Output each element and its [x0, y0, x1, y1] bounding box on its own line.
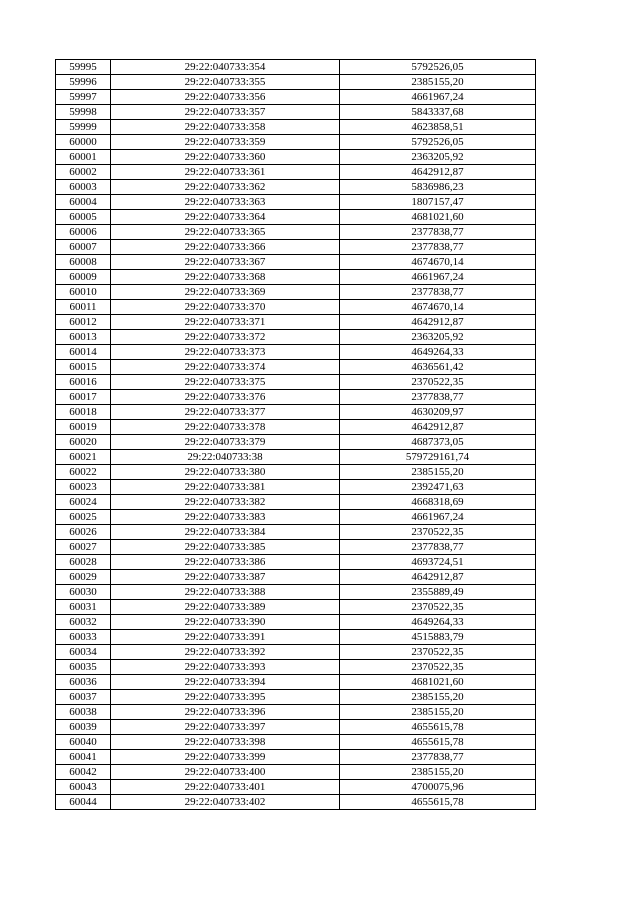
cadastral-value-cell: 5792526,05: [340, 60, 536, 75]
cadastral-value-cell: 4515883,79: [340, 630, 536, 645]
table-row: [56, 465, 536, 480]
row-number-cell: 60013: [56, 330, 111, 345]
cadastral-value-cell: 2370522,35: [340, 600, 536, 615]
cadastral-value-cell: 4681021,60: [340, 210, 536, 225]
row-number-cell: 60035: [56, 660, 111, 675]
row-number-cell: 60031: [56, 600, 111, 615]
cadastral-value-cell: 2355889,49: [340, 585, 536, 600]
table-row: [56, 240, 536, 255]
cadastral-number-cell: 29:22:040733:385: [111, 540, 340, 555]
cadastral-number-cell: 29:22:040733:400: [111, 765, 340, 780]
cadastral-value-cell: 579729161,74: [340, 450, 536, 465]
table-body: [56, 60, 536, 810]
cadastral-number-cell: 29:22:040733:38: [111, 450, 340, 465]
table-row: [56, 720, 536, 735]
table-row: [56, 300, 536, 315]
cadastral-value-cell: 4668318,69: [340, 495, 536, 510]
table-row: [56, 585, 536, 600]
cadastral-number-cell: 29:22:040733:357: [111, 105, 340, 120]
cadastral-value-cell: 4693724,51: [340, 555, 536, 570]
row-number-cell: 60009: [56, 270, 111, 285]
cadastral-value-cell: 4642912,87: [340, 570, 536, 585]
cadastral-number-cell: 29:22:040733:366: [111, 240, 340, 255]
row-number-cell: 59996: [56, 75, 111, 90]
row-number-cell: 60016: [56, 375, 111, 390]
cadastral-value-cell: 4649264,33: [340, 615, 536, 630]
row-number-cell: 60037: [56, 690, 111, 705]
table-row: [56, 330, 536, 345]
cadastral-number-cell: 29:22:040733:383: [111, 510, 340, 525]
row-number-cell: 60014: [56, 345, 111, 360]
cadastral-number-cell: 29:22:040733:358: [111, 120, 340, 135]
cadastral-number-cell: 29:22:040733:386: [111, 555, 340, 570]
row-number-cell: 60019: [56, 420, 111, 435]
row-number-cell: 60010: [56, 285, 111, 300]
row-number-cell: 60029: [56, 570, 111, 585]
cadastral-value-cell: 4661967,24: [340, 90, 536, 105]
cadastral-value-cell: 4687373,05: [340, 435, 536, 450]
row-number-cell: 60041: [56, 750, 111, 765]
row-number-cell: 60001: [56, 150, 111, 165]
cadastral-number-cell: 29:22:040733:378: [111, 420, 340, 435]
row-number-cell: 60003: [56, 180, 111, 195]
cadastral-number-cell: 29:22:040733:395: [111, 690, 340, 705]
cadastral-number-cell: 29:22:040733:377: [111, 405, 340, 420]
row-number-cell: 60023: [56, 480, 111, 495]
cadastral-number-cell: 29:22:040733:380: [111, 465, 340, 480]
row-number-cell: 60040: [56, 735, 111, 750]
cadastral-number-cell: 29:22:040733:365: [111, 225, 340, 240]
cadastral-value-cell: 2370522,35: [340, 645, 536, 660]
table-row: [56, 375, 536, 390]
table-row: [56, 645, 536, 660]
cadastral-value-cell: 2377838,77: [340, 750, 536, 765]
table-row: [56, 60, 536, 75]
cadastral-value-cell: 4655615,78: [340, 735, 536, 750]
row-number-cell: 60036: [56, 675, 111, 690]
cadastral-value-cell: 2370522,35: [340, 525, 536, 540]
cadastral-value-cell: 2363205,92: [340, 150, 536, 165]
table-row: [56, 75, 536, 90]
cadastral-number-cell: 29:22:040733:384: [111, 525, 340, 540]
cadastral-value-cell: 4642912,87: [340, 420, 536, 435]
row-number-cell: 60000: [56, 135, 111, 150]
table-row: [56, 495, 536, 510]
table-row: [56, 270, 536, 285]
table-row: [56, 345, 536, 360]
row-number-cell: 60006: [56, 225, 111, 240]
cadastral-value-cell: 4655615,78: [340, 795, 536, 810]
cadastral-number-cell: 29:22:040733:355: [111, 75, 340, 90]
table-row: [56, 120, 536, 135]
row-number-cell: 60033: [56, 630, 111, 645]
cadastral-number-cell: 29:22:040733:401: [111, 780, 340, 795]
cadastral-number-cell: 29:22:040733:370: [111, 300, 340, 315]
row-number-cell: 60018: [56, 405, 111, 420]
table-row: [56, 660, 536, 675]
table-row: [56, 450, 536, 465]
cadastral-number-cell: 29:22:040733:398: [111, 735, 340, 750]
row-number-cell: 60027: [56, 540, 111, 555]
table-row: [56, 90, 536, 105]
cadastral-number-cell: 29:22:040733:363: [111, 195, 340, 210]
row-number-cell: 60005: [56, 210, 111, 225]
cadastral-number-cell: 29:22:040733:381: [111, 480, 340, 495]
row-number-cell: 60004: [56, 195, 111, 210]
row-number-cell: 60024: [56, 495, 111, 510]
cadastral-value-cell: 4642912,87: [340, 165, 536, 180]
row-number-cell: 60032: [56, 615, 111, 630]
row-number-cell: 60028: [56, 555, 111, 570]
cadastral-number-cell: 29:22:040733:391: [111, 630, 340, 645]
row-number-cell: 60026: [56, 525, 111, 540]
table-row: [56, 480, 536, 495]
table-row: [56, 360, 536, 375]
table-row: [56, 525, 536, 540]
cadastral-value-cell: 2377838,77: [340, 225, 536, 240]
cadastral-value-cell: 2377838,77: [340, 240, 536, 255]
cadastral-value-cell: 2377838,77: [340, 285, 536, 300]
table-row: [56, 195, 536, 210]
cadastral-value-cell: 2392471,63: [340, 480, 536, 495]
table-row: [56, 165, 536, 180]
cadastral-value-cell: 4636561,42: [340, 360, 536, 375]
row-number-cell: 59998: [56, 105, 111, 120]
table-row: [56, 540, 536, 555]
row-number-cell: 60044: [56, 795, 111, 810]
row-number-cell: 60039: [56, 720, 111, 735]
table-row: [56, 315, 536, 330]
row-number-cell: 60025: [56, 510, 111, 525]
cadastral-value-cell: 4674670,14: [340, 255, 536, 270]
cadastral-number-cell: 29:22:040733:387: [111, 570, 340, 585]
table-row: [56, 675, 536, 690]
row-number-cell: 60030: [56, 585, 111, 600]
table-row: [56, 135, 536, 150]
cadastral-number-cell: 29:22:040733:354: [111, 60, 340, 75]
cadastral-value-cell: 2385155,20: [340, 465, 536, 480]
cadastral-number-cell: 29:22:040733:392: [111, 645, 340, 660]
cadastral-number-cell: 29:22:040733:372: [111, 330, 340, 345]
cadastral-value-cell: 4681021,60: [340, 675, 536, 690]
table-row: [56, 780, 536, 795]
cadastral-value-cell: 2363205,92: [340, 330, 536, 345]
cadastral-value-cell: 4623858,51: [340, 120, 536, 135]
row-number-cell: 60034: [56, 645, 111, 660]
cadastral-value-cell: 2385155,20: [340, 765, 536, 780]
cadastral-value-cell: 4630209,97: [340, 405, 536, 420]
cadastral-number-cell: 29:22:040733:382: [111, 495, 340, 510]
cadastral-number-cell: 29:22:040733:360: [111, 150, 340, 165]
table-row: [56, 630, 536, 645]
cadastral-value-cell: 2377838,77: [340, 540, 536, 555]
row-number-cell: 60008: [56, 255, 111, 270]
cadastral-number-cell: 29:22:040733:376: [111, 390, 340, 405]
table-row: [56, 180, 536, 195]
table-row: [56, 690, 536, 705]
cadastral-number-cell: 29:22:040733:368: [111, 270, 340, 285]
table-row: [56, 570, 536, 585]
cadastral-value-cell: 4674670,14: [340, 300, 536, 315]
cadastral-value-cell: 2370522,35: [340, 660, 536, 675]
table-row: [56, 210, 536, 225]
cadastral-number-cell: 29:22:040733:374: [111, 360, 340, 375]
table-row: [56, 150, 536, 165]
cadastral-number-cell: 29:22:040733:390: [111, 615, 340, 630]
cadastral-value-cell: 5836986,23: [340, 180, 536, 195]
table-row: [56, 705, 536, 720]
cadastral-number-cell: 29:22:040733:373: [111, 345, 340, 360]
row-number-cell: 59999: [56, 120, 111, 135]
cadastral-number-cell: 29:22:040733:369: [111, 285, 340, 300]
row-number-cell: 60021: [56, 450, 111, 465]
table-row: [56, 735, 536, 750]
cadastral-number-cell: 29:22:040733:375: [111, 375, 340, 390]
cadastral-value-cell: 2370522,35: [340, 375, 536, 390]
cadastral-value-cell: 4642912,87: [340, 315, 536, 330]
cadastral-number-cell: 29:22:040733:389: [111, 600, 340, 615]
row-number-cell: 59997: [56, 90, 111, 105]
cadastral-value-cell: 4661967,24: [340, 510, 536, 525]
row-number-cell: 60002: [56, 165, 111, 180]
row-number-cell: 60038: [56, 705, 111, 720]
row-number-cell: 60015: [56, 360, 111, 375]
row-number-cell: 60043: [56, 780, 111, 795]
cadastral-number-cell: 29:22:040733:399: [111, 750, 340, 765]
cadastral-value-table: [55, 59, 536, 810]
row-number-cell: 60020: [56, 435, 111, 450]
cadastral-value-cell: 5843337,68: [340, 105, 536, 120]
row-number-cell: 60007: [56, 240, 111, 255]
cadastral-value-cell: 2385155,20: [340, 705, 536, 720]
cadastral-value-cell: 4649264,33: [340, 345, 536, 360]
cadastral-number-cell: 29:22:040733:364: [111, 210, 340, 225]
table-row: [56, 435, 536, 450]
cadastral-value-cell: 4661967,24: [340, 270, 536, 285]
cadastral-number-cell: 29:22:040733:361: [111, 165, 340, 180]
row-number-cell: 60042: [56, 765, 111, 780]
table-row: [56, 510, 536, 525]
cadastral-value-cell: 2385155,20: [340, 690, 536, 705]
table-row: [56, 615, 536, 630]
cadastral-value-cell: 4700075,96: [340, 780, 536, 795]
cadastral-number-cell: 29:22:040733:397: [111, 720, 340, 735]
row-number-cell: 60017: [56, 390, 111, 405]
row-number-cell: 60011: [56, 300, 111, 315]
cadastral-value-cell: 5792526,05: [340, 135, 536, 150]
row-number-cell: 60012: [56, 315, 111, 330]
cadastral-number-cell: 29:22:040733:396: [111, 705, 340, 720]
table-row: [56, 420, 536, 435]
table-row: [56, 105, 536, 120]
table-row: [56, 750, 536, 765]
row-number-cell: 59995: [56, 60, 111, 75]
cadastral-value-cell: 2377838,77: [340, 390, 536, 405]
table-row: [56, 390, 536, 405]
row-number-cell: 60022: [56, 465, 111, 480]
cadastral-number-cell: 29:22:040733:371: [111, 315, 340, 330]
table-row: [56, 765, 536, 780]
cadastral-number-cell: 29:22:040733:393: [111, 660, 340, 675]
cadastral-value-cell: 2385155,20: [340, 75, 536, 90]
cadastral-number-cell: 29:22:040733:367: [111, 255, 340, 270]
table-row: [56, 285, 536, 300]
cadastral-number-cell: 29:22:040733:388: [111, 585, 340, 600]
table-row: [56, 600, 536, 615]
table-row: [56, 225, 536, 240]
cadastral-number-cell: 29:22:040733:356: [111, 90, 340, 105]
cadastral-value-cell: 4655615,78: [340, 720, 536, 735]
cadastral-number-cell: 29:22:040733:359: [111, 135, 340, 150]
cadastral-number-cell: 29:22:040733:402: [111, 795, 340, 810]
table-row: [56, 795, 536, 810]
cadastral-number-cell: 29:22:040733:379: [111, 435, 340, 450]
cadastral-value-cell: 1807157,47: [340, 195, 536, 210]
table-row: [56, 555, 536, 570]
table-row: [56, 405, 536, 420]
cadastral-number-cell: 29:22:040733:362: [111, 180, 340, 195]
table-row: [56, 255, 536, 270]
cadastral-number-cell: 29:22:040733:394: [111, 675, 340, 690]
